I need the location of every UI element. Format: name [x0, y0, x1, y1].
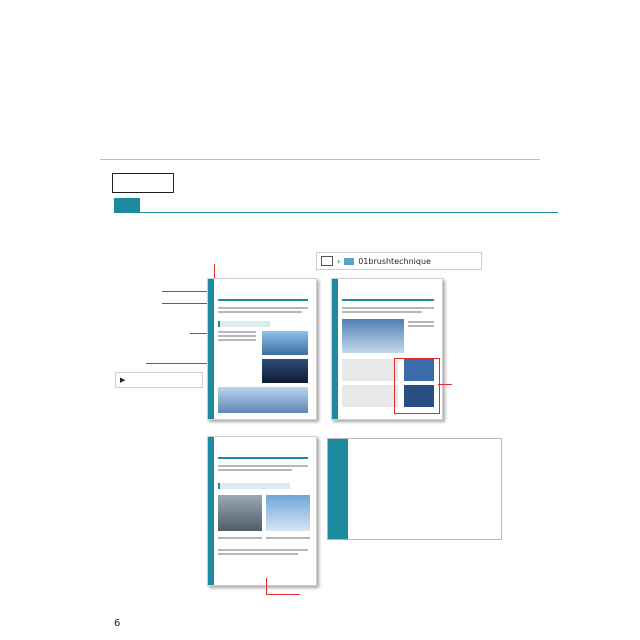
note-line	[356, 449, 492, 463]
thumbnail-text-line	[218, 553, 298, 555]
note-line	[356, 463, 492, 477]
note-tab	[328, 439, 348, 539]
thumbnail-text-line	[218, 307, 308, 309]
thumbnail-text-line	[218, 469, 292, 471]
callout-connector	[438, 384, 452, 385]
intro-line	[114, 106, 524, 118]
sample-page-thumbnail	[207, 278, 317, 420]
thumbnail-subheading	[218, 321, 270, 327]
chapter-badge	[114, 198, 140, 213]
callout-connector	[214, 264, 215, 278]
thumbnail-text-line	[218, 339, 256, 341]
thumbnail-step-image	[342, 385, 398, 407]
folder-icon	[344, 258, 354, 265]
thumbnail-text-line	[218, 335, 256, 337]
note-line	[356, 505, 492, 519]
intro-text	[114, 70, 524, 178]
thumbnail-text-line	[218, 537, 262, 539]
folder-path-label: 01brushtechnique	[358, 256, 431, 266]
intro-line	[114, 118, 524, 130]
thumbnail-heading	[218, 445, 308, 459]
intro-line	[114, 166, 524, 178]
note-line	[356, 519, 492, 533]
thumbnail-accent-bar	[208, 437, 214, 585]
thumbnail-photo-bad	[218, 495, 262, 531]
chevron-right-icon: ›	[337, 256, 341, 266]
note-line	[356, 491, 492, 505]
callout-connector	[266, 594, 300, 595]
chapter-rule	[140, 212, 558, 213]
window-icon	[321, 256, 333, 266]
note-text	[356, 449, 492, 533]
callout-connector	[162, 303, 212, 304]
intro-line	[114, 142, 524, 154]
callout-connector	[146, 363, 212, 364]
callout-connector	[162, 291, 212, 292]
page-number: 6	[114, 618, 121, 629]
thumbnail-accent-bar	[208, 279, 214, 419]
video-file-chip[interactable]	[115, 372, 203, 388]
section-divider	[100, 159, 540, 160]
intro-line	[114, 82, 524, 94]
thumbnail-sky-image	[262, 359, 308, 383]
folder-path-chip[interactable]	[316, 252, 482, 270]
thumbnail-text-line	[218, 465, 308, 467]
thumbnail-heading	[218, 287, 308, 301]
step-highlight-box	[394, 358, 440, 414]
note-box	[327, 438, 502, 540]
thumbnail-subheading	[218, 483, 290, 489]
thumbnail-text-line	[218, 311, 302, 313]
thumbnail-text-line	[408, 321, 434, 323]
chapter-desc-line	[114, 227, 524, 238]
thumbnail-sky-image	[262, 331, 308, 355]
thumbnail-sky-image	[342, 319, 404, 353]
thumbnail-text-line	[266, 537, 310, 539]
thumbnail-text-line	[342, 311, 422, 313]
thumbnail-step-image	[342, 359, 398, 381]
thumbnail-photo-good	[266, 495, 310, 531]
thumbnail-accent-bar	[332, 279, 338, 419]
thumbnail-cloud-image	[218, 387, 308, 413]
thumbnail-heading	[342, 287, 434, 301]
callout-connector	[266, 578, 267, 594]
section-heading	[112, 173, 174, 193]
intro-line	[114, 94, 524, 106]
chapter-description	[114, 216, 524, 238]
intro-line	[114, 154, 524, 166]
intro-line	[114, 130, 524, 142]
video-file-icon: ▶	[120, 376, 126, 384]
note-line	[356, 477, 492, 491]
thumbnail-text-line	[218, 331, 256, 333]
intro-line	[114, 70, 524, 82]
thumbnail-text-line	[408, 325, 434, 327]
chapter-desc-line	[114, 216, 524, 227]
thumbnail-text-line	[218, 549, 308, 551]
sample-page-thumbnail	[207, 436, 317, 586]
thumbnail-text-line	[342, 307, 434, 309]
